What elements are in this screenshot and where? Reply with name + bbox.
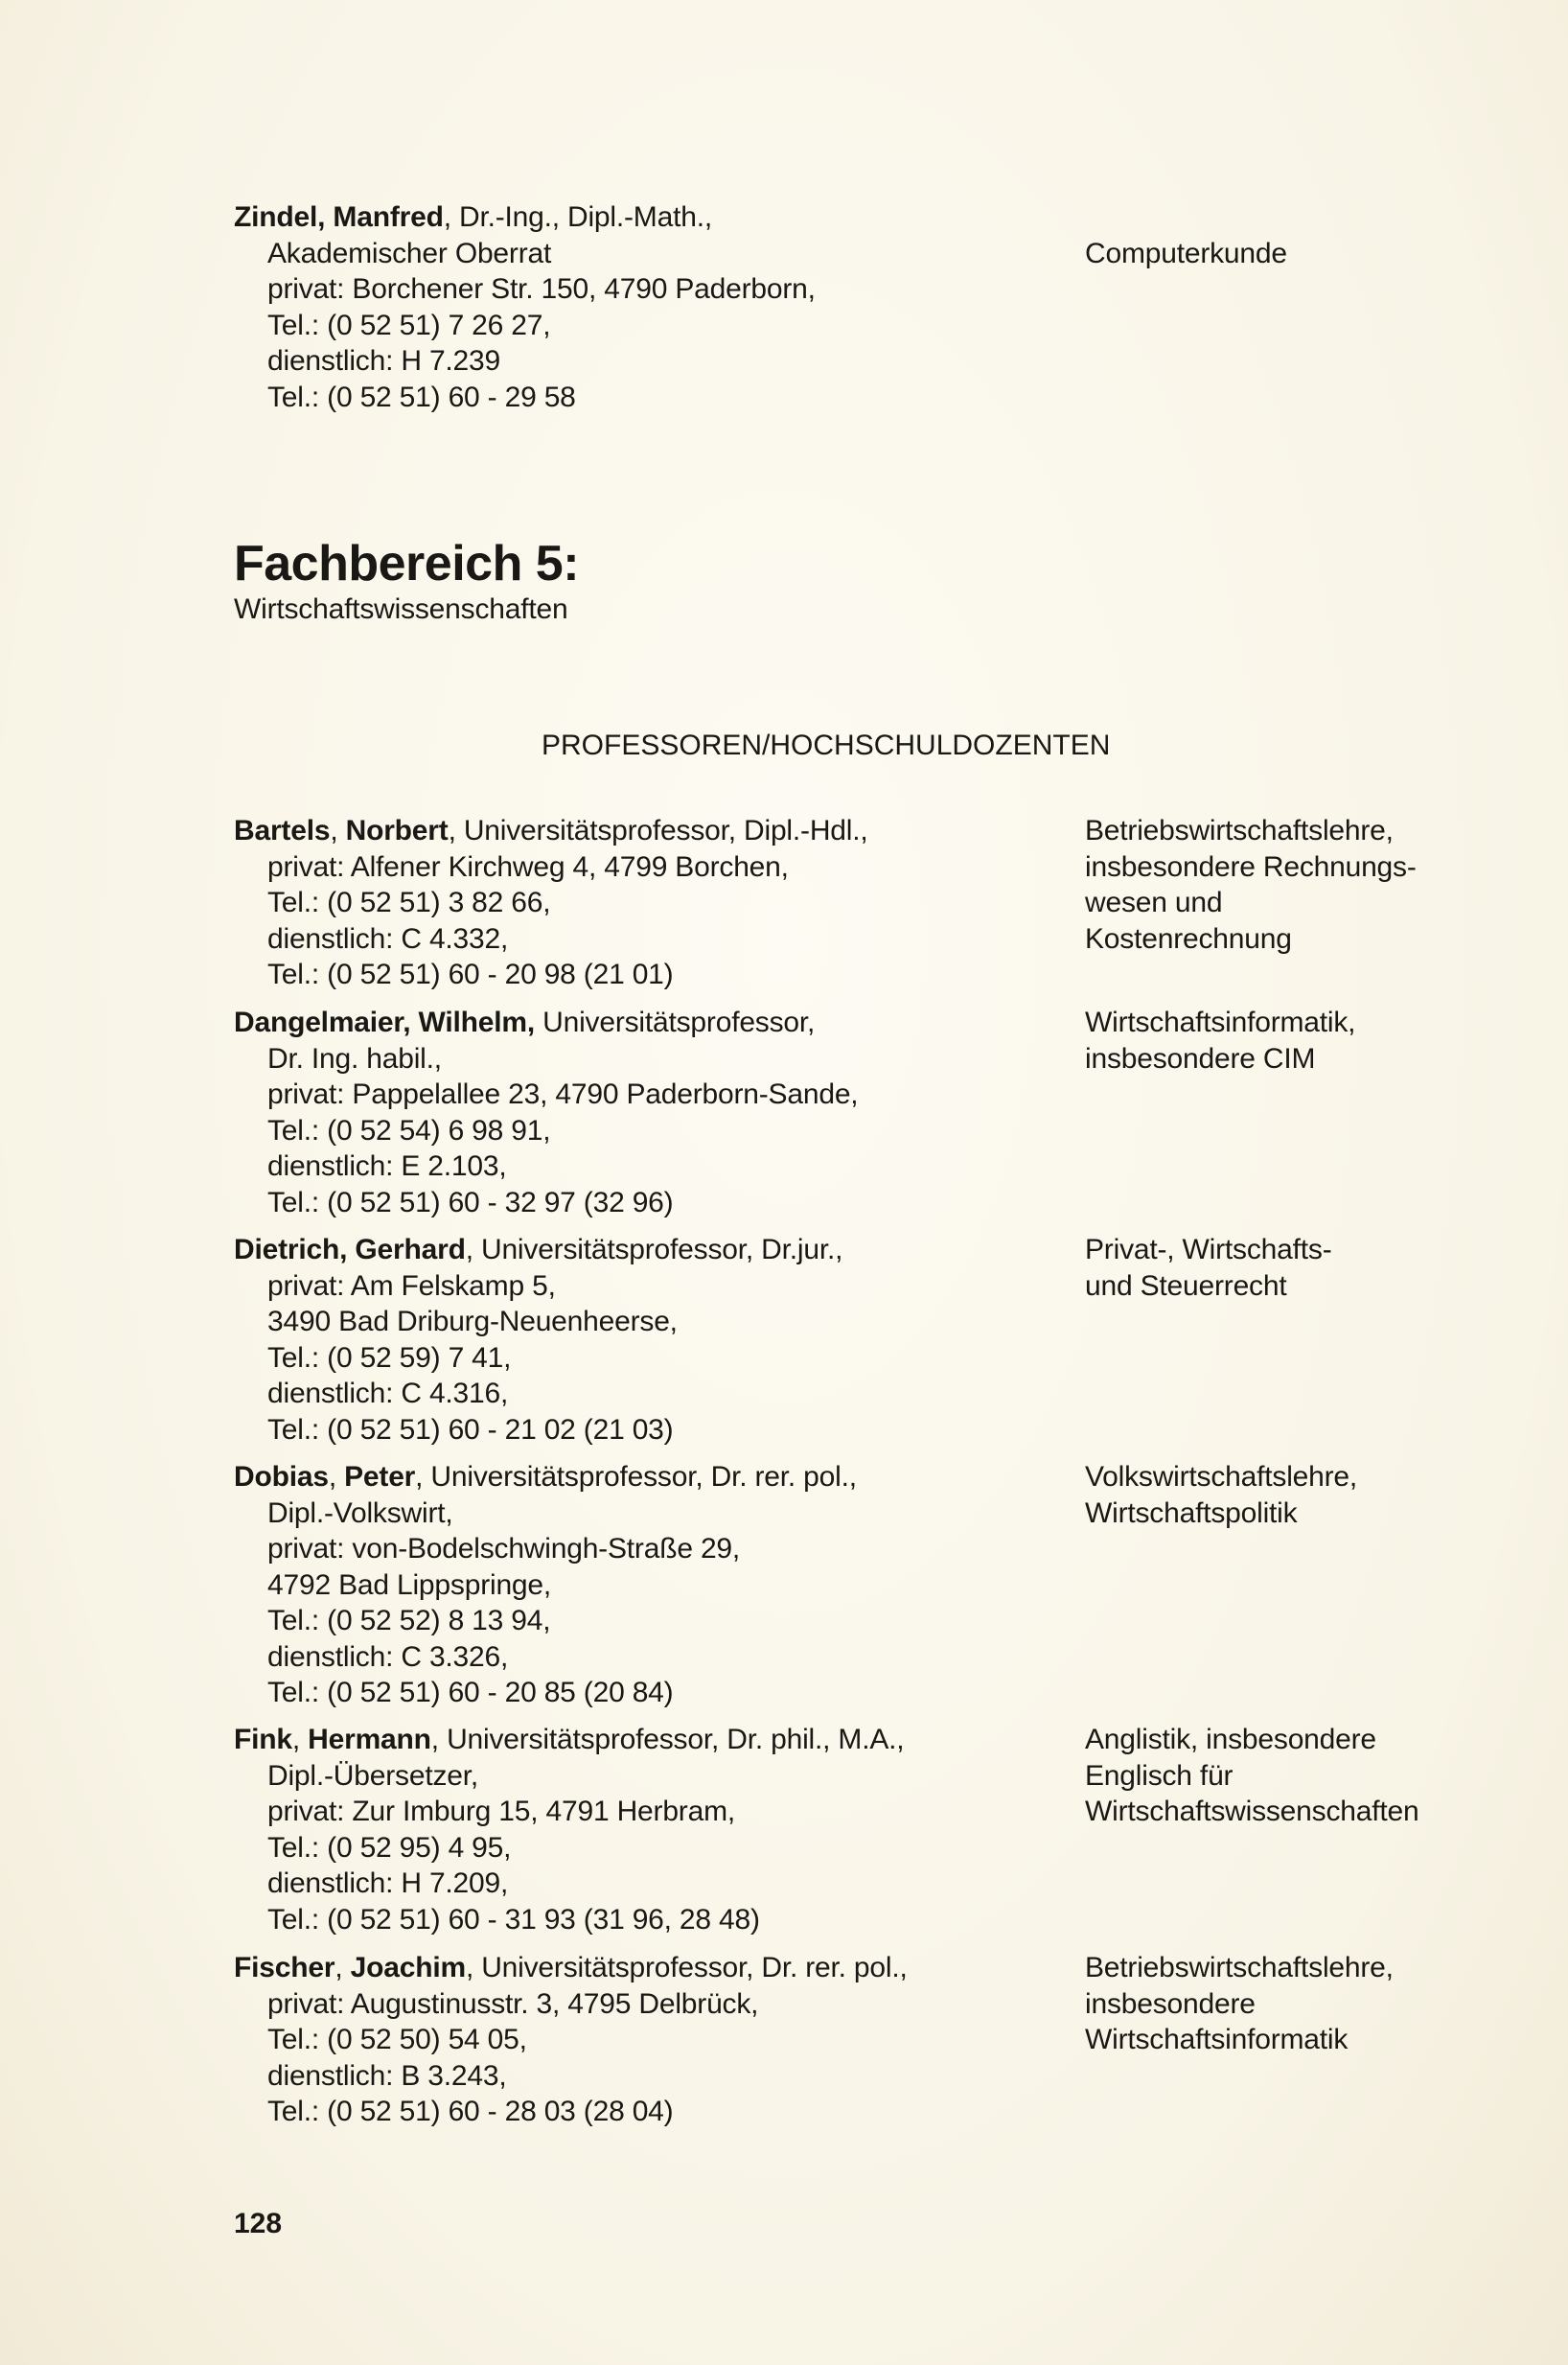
entry-subject [1085,813,1507,957]
first-name: Wilhelm, [418,1007,535,1038]
entry-line: Tel.: (0 52 51) 60 - 21 02 (21 03) [267,1413,674,1446]
entry-line: privat: Am Felskamp 5, [267,1269,556,1302]
entry-line: Tel.: (0 52 51) 60 - 31 93 (31 96, 28 48) [267,1903,760,1936]
entry-line: dienstlich: H 7.239 [267,345,501,377]
entry-name-line: Fischer, Joachim, Universitätsprofessor, Dr. rer. pol., [234,1952,908,1983]
entry-line: Dr. Ing. habil., [267,1042,442,1075]
faculty-subheading: Wirtschaftswissenschaften [234,593,568,625]
entry-line: Tel.: (0 52 59) 7 41, [267,1341,512,1374]
entry-line: Tel.: (0 52 51) 60 - 28 03 (28 04) [267,2096,674,2127]
entry-name-line: Dangelmaier, Wilhelm, Universitätsprofessor, [234,1007,816,1038]
title-suffix: , Dr.-Ing., Dipl.-Math., [443,201,712,233]
surname: Dobias [234,1461,329,1493]
first-name: Joachim [350,1952,466,1983]
entry-line: Tel.: (0 52 52) 8 13 94, [267,1605,551,1636]
first-name: Norbert [345,815,449,846]
entry-line: Dipl.-Übersetzer, [267,1759,479,1792]
entry-line: 3490 Bad Driburg-Neuenheerse, [267,1306,678,1337]
subject-line: Betriebswirtschaftslehre, [1085,1952,1394,1983]
surname: Bartels [234,815,331,846]
subject-line: Computerkunde [1085,237,1287,269]
subject-line: Betriebswirtschaftslehre, [1085,815,1394,846]
entry-line: Tel.: (0 52 51) 60 - 29 58 [267,381,576,413]
entry-main [234,813,1077,993]
subject-line: insbesondere Rechnungs- [1085,850,1417,883]
entry-subject [1085,1005,1507,1077]
title-suffix: , Universitätsprofessor, Dr. rer. pol., [415,1461,857,1493]
faculty-heading: Fachbereich 5: [234,536,580,591]
surname: Zindel [234,201,318,233]
entry-line: 4792 Bad Lippspringe, [267,1568,552,1601]
entry-subject [1085,1459,1507,1531]
subject-line: Anglistik, insbesondere [1085,1724,1376,1755]
entry-line: privat: Alfener Kirchweg 4, 4799 Borchen, [267,850,789,883]
section-title: PROFESSOREN/HOCHSCHULDOZENTEN [542,730,1111,761]
subject-line: Volkswirtschaftslehre, [1085,1461,1358,1493]
entry-line: Tel.: (0 52 50) 54 05, [267,2024,527,2055]
entry-subject [1085,236,1507,272]
entry-line: Tel.: (0 52 95) 4 95, [267,1831,512,1864]
surname: Fischer [234,1952,335,1983]
surname: Dietrich [234,1234,340,1265]
subject-line: und Steuerrecht [1085,1269,1287,1302]
subject-line: Wirtschaftsinformatik, [1085,1007,1356,1038]
subject-line: Kostenrechnung [1085,922,1292,955]
entry-line: Tel.: (0 52 51) 3 82 66, [267,887,551,918]
entry-name-line: Fink, Hermann, Universitätsprofessor, Dr. phil., M.A., [234,1724,905,1755]
first-name: Manfred [333,201,444,233]
title-suffix: , Universitätsprofessor, Dr. phil., M.A., [430,1724,905,1755]
entry-line: dienstlich: E 2.103, [267,1150,507,1182]
surname: Dangelmaier [234,1007,404,1038]
entry-line: Tel.: (0 52 51) 60 - 32 97 (32 96) [267,1186,674,1218]
subject-line: insbesondere CIM [1085,1042,1316,1075]
first-name: Peter [344,1461,416,1493]
title-suffix: , Universitätsprofessor, Dr.jur., [465,1234,843,1265]
entry-main [234,1950,1077,2130]
entry-main [234,1005,1077,1220]
surname: Fink [234,1724,292,1755]
entry-name-line: Dietrich, Gerhard, Universitätsprofessor, Dr.jur., [234,1234,843,1265]
subject-line: wesen und [1085,887,1223,918]
subject-line: Wirtschaftspolitik [1085,1496,1298,1529]
entry-main [234,199,1077,415]
entry-line: Akademischer Oberrat [267,237,552,269]
title-suffix: Universitätsprofessor, [534,1007,816,1038]
subject-line: insbesondere [1085,1987,1256,2020]
first-name: Hermann [308,1724,431,1755]
subject-line: Wirtschaftsinformatik [1085,2024,1349,2055]
entry-line: Tel.: (0 52 54) 6 98 91, [267,1114,551,1147]
entry-line: dienstlich: H 7.209, [267,1867,509,1899]
entry-name-line: Zindel, Manfred, Dr.-Ing., Dipl.-Math., [234,201,712,233]
entry-line: privat: Augustinusstr. 3, 4795 Delbrück, [267,1987,759,2020]
entry-line: Tel.: (0 52 51) 7 26 27, [267,309,551,341]
first-name: Gerhard [355,1234,466,1265]
entry-line: Tel.: (0 52 51) 60 - 20 85 (20 84) [267,1677,674,1708]
title-suffix: , Universitätsprofessor, Dr. rer. pol., [465,1952,908,1983]
entry-name-line: Dobias, Peter, Universitätsprofessor, Dr. rer. pol., [234,1461,857,1493]
entry-line: dienstlich: B 3.243, [267,2059,507,2092]
entry-main [234,1722,1077,1937]
entry-line: Dipl.-Volkswirt, [267,1496,453,1529]
entry-line: privat: von-Bodelschwingh-Straße 29, [267,1533,741,1565]
title-suffix: , Universitätsprofessor, Dipl.-Hdl., [448,815,868,846]
page-number: 128 [234,2208,283,2239]
entry-subject [1085,1232,1507,1304]
subject-line: Privat-, Wirtschafts- [1085,1234,1332,1265]
entry-line: privat: Zur Imburg 15, 4791 Herbram, [267,1796,736,1827]
entry-line: privat: Borchener Str. 150, 4790 Paderborn, [267,273,816,305]
entry-main [234,1459,1077,1711]
entry-line: dienstlich: C 4.316, [267,1378,509,1409]
entry-main [234,1232,1077,1448]
entry-line: Tel.: (0 52 51) 60 - 20 98 (21 01) [267,959,674,990]
subject-line: Wirtschaftswissenschaften [1085,1796,1419,1827]
entry-subject [1085,1950,1507,2058]
entry-name-line: Bartels, Norbert, Universitätsprofessor, Dipl.-Hdl., [234,815,868,846]
entry-line: dienstlich: C 4.332, [267,922,509,955]
entry-line: dienstlich: C 3.326, [267,1640,509,1673]
entry-subject [1085,1722,1507,1830]
subject-line: Englisch für [1085,1759,1234,1792]
entry-line: privat: Pappelallee 23, 4790 Paderborn-Sande, [267,1078,859,1110]
